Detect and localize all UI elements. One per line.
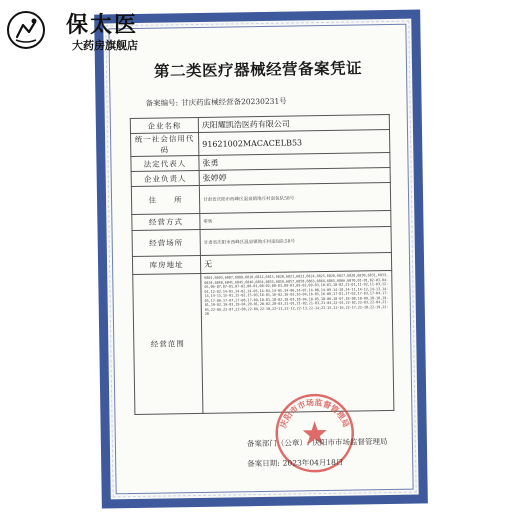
table-row	[131, 182, 390, 214]
row-value-credit-code: 91621002MACACELB53	[199, 129, 390, 155]
row-label-business-mode: 经营方式	[132, 213, 200, 230]
record-department	[247, 436, 388, 449]
record-date-label: 备案日期:	[247, 458, 280, 469]
row-label-business-scope: 经营范围	[133, 273, 203, 414]
brand-subtitle: 大药房旗舰店	[72, 39, 138, 52]
certificate-table	[130, 114, 395, 415]
row-value-address: 甘肃省庆阳市西峰区温泉镇地庄村南包队58号	[199, 182, 390, 213]
row-value-business-mode: 零售	[200, 210, 391, 229]
certificate-sheet	[94, 9, 428, 508]
record-department-label: 备案部门（公章）:	[246, 438, 310, 449]
record-number-value: 甘庆药监械经营备20230231号	[180, 96, 287, 108]
record-date-value: 2023年04月18日	[282, 457, 344, 468]
certificate-title: 第二类医疗器械经营备案凭证	[153, 58, 363, 81]
brand-watermark	[0, 0, 150, 58]
seal-text: 庆阳市市场监督管理局	[277, 396, 352, 430]
record-number-label: 备案编号:	[145, 98, 179, 108]
row-value-responsible-person: 张婷婷	[199, 167, 390, 185]
row-label-address: 住 所	[131, 185, 199, 214]
record-department-value: 庆阳市市场监督管理局	[312, 437, 388, 448]
row-label-legal-rep: 法定代表人	[131, 155, 199, 171]
row-label-company-name: 企业名称	[130, 117, 198, 133]
row-label-business-premises: 经营场所	[132, 229, 200, 256]
row-label-responsible-person: 企业负责人	[131, 170, 199, 186]
row-value-legal-rep: 张勇	[199, 152, 390, 170]
brand-name: 保太医	[66, 13, 139, 38]
record-number	[145, 96, 286, 109]
brand-logo-icon	[6, 10, 46, 50]
row-value-warehouse: 无	[200, 252, 391, 273]
record-date	[247, 457, 343, 470]
row-value-business-scope: 6801,6803,6807,6809,6810,6812,6815,6820,6821,6823,6824,6825,6826,6827,6828,6830,6831,6833,6834,6840,6841,6845,6846,6854,6855,6856,6857,6858,6863,6864,6865,6866,6870,01-01,02-03,04-05,06-07,07-01,07-02,08-01,08-02,08-03,09-01,09-02,09-03,10-01,10-02,11-01,11-02,11-03,12-01,12-02,14-01,14-02,14-03,14-04,14-05,14-06,14-07,14-08,14-09,14-10,14-11,14-12,14-13,14-14,14-15,15-01,15-02,15-03,16-01,16-02,16-03,16-04,16-05,16-06,17-01,17-02,17-03,17-04,17-05,17-06,17-07,17-08,17-09,18-01,18-02,18-03,18-04,18-05,18-06,18-07,18-08,18-09,18-10,19-01,19-02,19-03,19-04,20-01,20-02,20-03,21-01,21-02,21-03,21-04,22-01,22-02,22-03,22-04,22-05,22-06,22-07,22-08,22-09,22-10,22-11,22-12,22-13,22-14,22-15,22-16,22-17,22-18,22-19,22-20	[201, 270, 394, 413]
row-value-business-premises: 甘肃省庆阳市西峰区温泉镇地庄村南包队58号	[200, 226, 391, 255]
row-label-credit-code: 统一社会信用代码	[131, 132, 199, 156]
row-value-company-name: 庆阳耀凯浩医药有限公司	[198, 114, 389, 132]
table-row	[132, 226, 391, 256]
row-label-warehouse: 库房地址	[132, 255, 200, 274]
